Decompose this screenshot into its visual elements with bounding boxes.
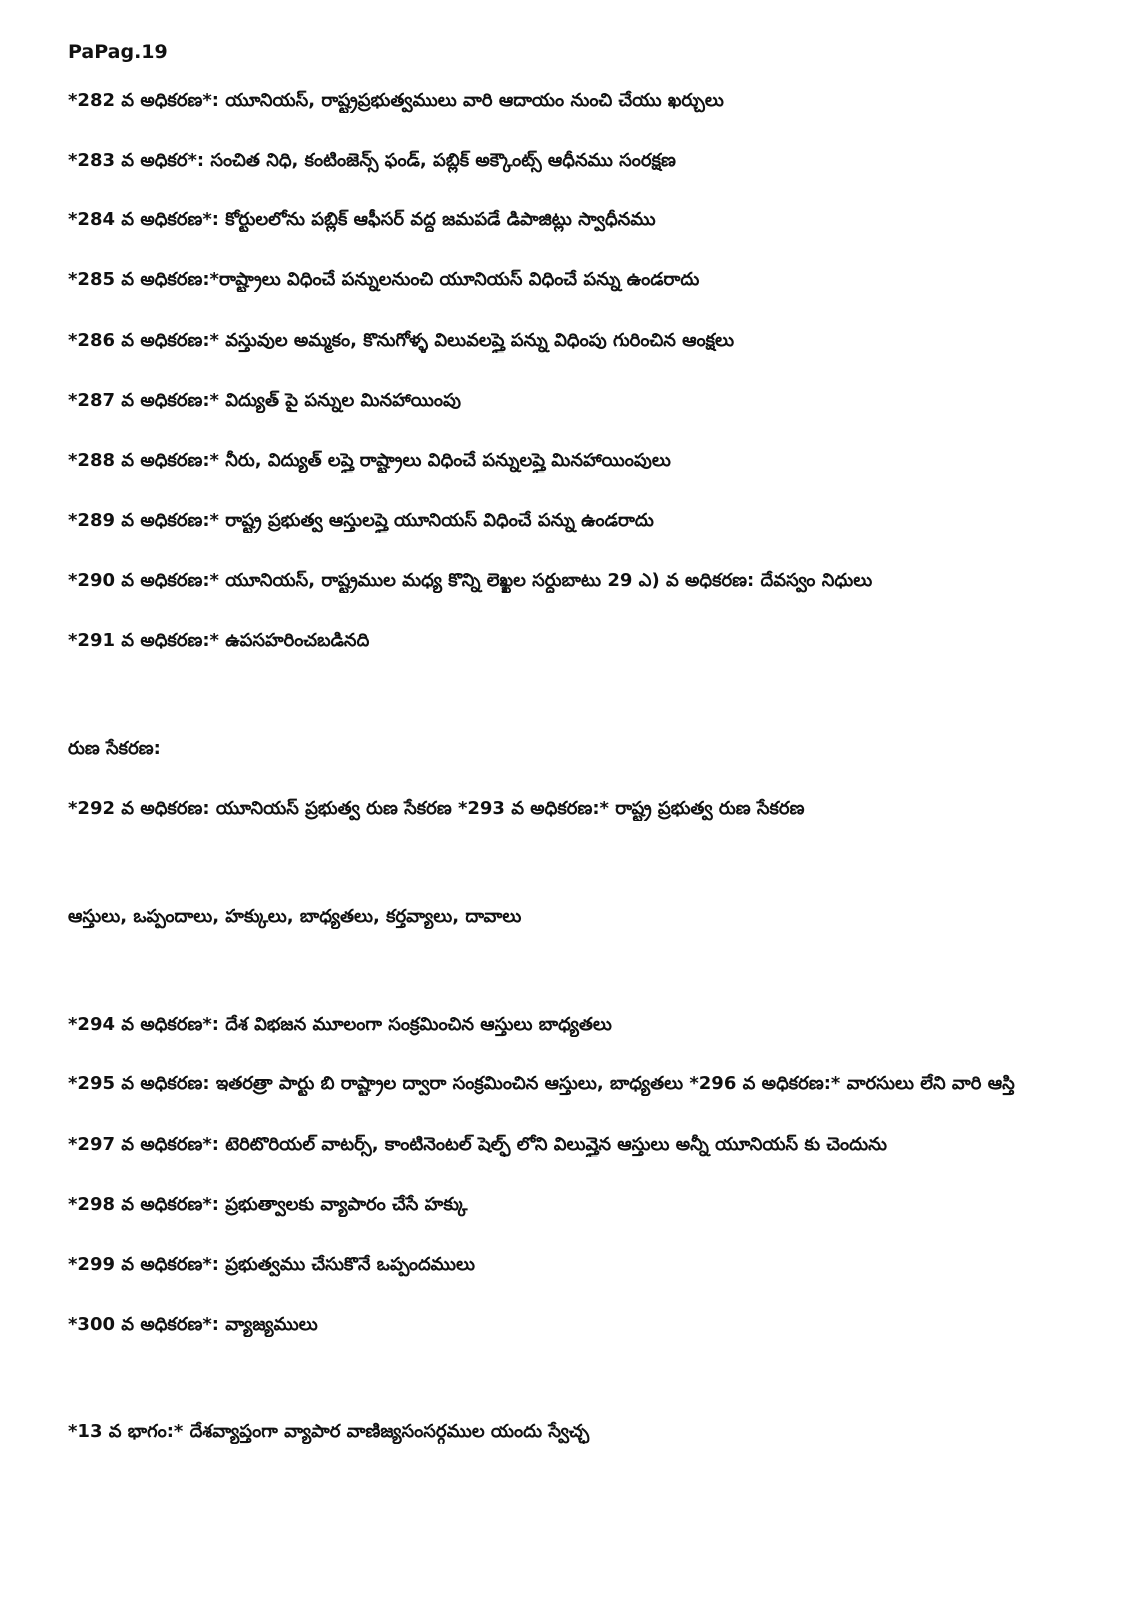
page-header: PaPag.19 (68, 41, 168, 63)
article-287-line: *287 వ అధికరణ:* విద్యుత్ పై పన్నుల మినహాయింపు (68, 390, 461, 411)
article-288-line: *288 వ అధికరణ:* నీరు, విద్యుత్ లప్తై రాష్ట్రాలు విధించే పన్నులప్తై మినహాయింపులు (68, 450, 671, 471)
article-300-line: *300 వ అధికరణ*: వ్యాజ్యములు (68, 1314, 318, 1335)
article-291-line: *291 వ అధికరణ:* ఉపసహరించబడినది (68, 630, 370, 651)
article-283-line: *283 వ అధికర*: సంచిత నిధి, కంటింజెన్స్ ఫండ్, పబ్లిక్ అక్కౌంట్స్ ఆధీనము సంరక్షణ (68, 150, 676, 171)
section-heading-property: ఆస్తులు, ఒప్పందాలు, హక్కులు, బాధ్యతలు, కర్తవ్యాలు, దావాలు (68, 906, 522, 927)
article-297-line: *297 వ అధికరణ*: టెరిటొరియల్ వాటర్స్, కాంటినెంటల్ షెల్ఫ్ లోని విలువ్తైన ఆస్తులు అన్నీ యూనియస్ కు చెందును (68, 1134, 887, 1155)
article-298-line: *298 వ అధికరణ*: ప్రభుత్వాలకు వ్యాపారం చేసే హక్కు (68, 1194, 468, 1215)
article-286-line: *286 వ అధికరణ:* వస్తువుల అమ్మకం, కొనుగోళ్ళ విలువలప్తై పన్ను విధింపు గురించిన ఆంక్షలు (68, 330, 735, 351)
part-13-heading: *13 వ భాగం:* దేశవ్యాప్తంగా వ్యాపార వాణిజ్యసంసర్గముల యందు స్వేచ్ఛ (68, 1421, 590, 1442)
article-295-296-line: *295 వ అధికరణ: ఇతరత్రా పార్టు బి రాష్ట్రాల ద్వారా సంక్రమించిన ఆస్తులు, బాధ్యతలు *296 వ అధికరణ:* వారసులు లేని వారి ఆస్తి (68, 1073, 1015, 1094)
article-282-line: *282 వ అధికరణ*: యూనియస్, రాష్ట్రప్రభుత్వములు వారి ఆదాయం నుంచి చేయు ఖర్చులు (68, 90, 724, 111)
article-289-line: *289 వ అధికరణ:* రాష్ట్ర ప్రభుత్వ ఆస్తులప్తై యూనియస్ విధించే పన్ను ఉండరాదు (68, 510, 654, 531)
article-285-line: *285 వ అధికరణ:*రాష్ట్రాలు విధించే పన్నులనుంచి యూనియస్ విధించే పన్ను ఉండరాదు (68, 269, 700, 290)
article-290-line: *290 వ అధికరణ:* యూనియస్, రాష్ట్రముల మధ్య కొన్ని లెఖ్ఖల సర్దుబాటు 29 ఎ) వ అధికరణ: దేవస్వం నిధులు (68, 570, 873, 591)
article-284-line: *284 వ అధికరణ*: కోర్టులలోను పబ్లిక్ ఆఫీసర్ వద్ద జమపడే డిపాజిట్లు స్వాధీనము (68, 209, 656, 230)
section-heading-debt: రుణ సేకరణ: (68, 738, 161, 759)
article-292-293-line: *292 వ అధికరణ: యూనియస్ ప్రభుత్వ రుణ సేకరణ *293 వ అధికరణ:* రాష్ట్ర ప్రభుత్వ రుణ సేకరణ (68, 798, 805, 819)
article-294-line: *294 వ అధికరణ*: దేశ విభజన మూలంగా సంక్రమించిన ఆస్తులు బాధ్యతలు (68, 1014, 612, 1035)
article-299-line: *299 వ అధికరణ*: ప్రభుత్వము చేసుకొనే ఒప్పందములు (68, 1254, 475, 1275)
